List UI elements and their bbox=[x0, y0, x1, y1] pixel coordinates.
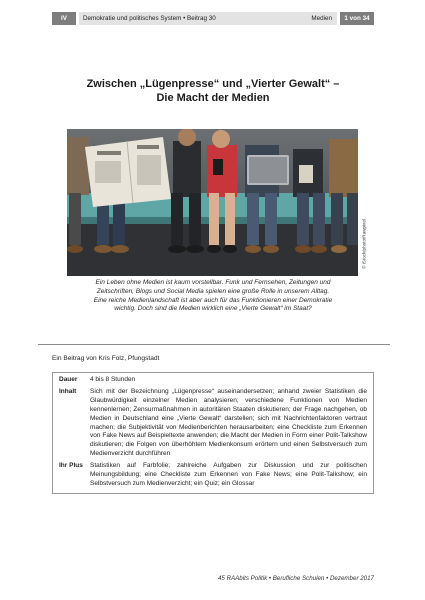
author-line: Ein Beitrag von Kris Folz, Pfungstadt bbox=[52, 355, 160, 362]
header-bar bbox=[52, 12, 374, 25]
content-row bbox=[59, 388, 367, 459]
duration-row bbox=[59, 376, 367, 385]
intro-caption bbox=[60, 279, 366, 314]
caption-line: wichtig. Doch sind die Medien wirklich eine „Vierte Gewalt“ im Staat? bbox=[114, 305, 312, 313]
title-line-2: Die Macht der Medien bbox=[156, 92, 270, 104]
page-title bbox=[52, 77, 374, 105]
page-indicator: 1 von 34 bbox=[340, 12, 374, 25]
plus-row bbox=[59, 462, 367, 489]
plus-label: Ihr Plus bbox=[59, 462, 83, 470]
plus-value: Statistiken auf Farbfolie; zahlreiche Aufgaben zur Diskussion und zur politischen Meinungsbildung; eine Checkliste zum Erkennen von Fake News; eine Polit-Talkshow; ein Selbstversuch zum Medienverzicht; ein Quiz; ein Glossar bbox=[90, 462, 367, 487]
content-label: Inhalt bbox=[59, 387, 77, 395]
caption-line: Zeitschriften, Blogs und Social Media spielen eine große Rolle in unserem Alltag. bbox=[96, 287, 330, 295]
caption-line: Eine reiche Medienlandschaft ist aber auch für das Funktionieren einer Demokratie bbox=[93, 296, 333, 304]
series-label: Demokratie und politisches System • Beitrag 30 bbox=[83, 15, 216, 22]
page-footer: 45 RAAbits Politik • Berufliche Schulen • Dezember 2017 bbox=[217, 575, 374, 582]
photo-credit: © iStock/phototRawpixel bbox=[361, 219, 367, 269]
title-line-1: Zwischen „Lügenpresse“ und „Vierter Gewalt“ – bbox=[86, 78, 340, 90]
section-number: IV bbox=[52, 12, 76, 25]
duration-label: Dauer bbox=[59, 376, 78, 383]
photo-illustration bbox=[67, 129, 358, 276]
header-info bbox=[79, 12, 337, 25]
caption-line: Ein Leben ohne Medien ist kaum vorstellbar. Funk und Fernsehen, Zeitungen und bbox=[95, 279, 331, 286]
info-box bbox=[52, 372, 374, 494]
topic-label: Medien bbox=[311, 15, 332, 22]
content-value: Sich mit der Bezeichnung „Lügenpresse“ auseinandersetzen; anhand zweier Statistiken die Glaubwürdigkeit einzelner Medien analysieren; verschiedene Funktionen von Medien kennenlernen; Zensurmaßnahmen in autoritären Staaten diskutieren; der Frage nachgehen, ob Medien in Deutschland eine „Vierte Gewalt“ darstellen; sich mit Nachrichtenfaktoren vertraut machen; die Subjektivität von Medienberichten herausarbeiten; eine Checkliste zum Erkennen von Fake News auf Beispieltexte anwenden; die Macht der Medien in Form einer Polit-Talkshow diskutieren; die Folgen von überhöhtem Medienkonsum erörtern und einen Selbstversuch zum Medienverzicht durchführen bbox=[90, 387, 367, 458]
divider-line bbox=[38, 344, 390, 345]
header-photo bbox=[67, 129, 358, 276]
duration-value: 4 bis 8 Stunden bbox=[90, 376, 136, 383]
